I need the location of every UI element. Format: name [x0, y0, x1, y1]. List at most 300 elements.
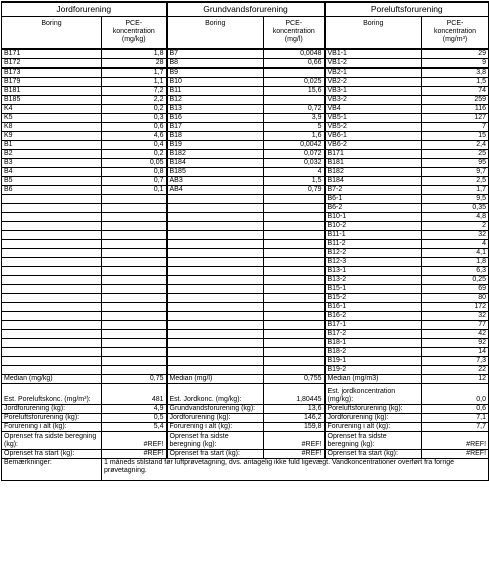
- cell-jord-value: 1,8: [102, 49, 167, 59]
- cell-jord-value: [102, 231, 167, 240]
- cell-pore-label: VB5-1: [325, 114, 422, 123]
- cell-jord-value: [102, 303, 167, 312]
- cell-grund-value: 0,79: [264, 186, 325, 195]
- cell-jord-label: [2, 249, 102, 258]
- cell-pore-value: 29: [422, 49, 489, 59]
- cell-pore-label: B182: [325, 168, 422, 177]
- data-row: [2, 303, 489, 312]
- cell-grund-label: Median (mg/l): [167, 375, 264, 384]
- cell-jord-label: [2, 321, 102, 330]
- cell-jord-value: 0,05: [102, 159, 167, 168]
- data-row: [2, 339, 489, 348]
- remarks-text: 1 måneds stilstand før luftprøvetagning, dvs. antagelig ikke fuld ligevægt. Vandkoncentrationer overført fra forrige prøvetagning.: [102, 459, 489, 481]
- cell-jord-label: B185: [2, 96, 102, 105]
- cell-jord-label: Oprenset fra sidste beregning (kg):: [2, 432, 102, 450]
- cell-grund-value: 15,6: [264, 87, 325, 96]
- cell-grund-label: [167, 330, 264, 339]
- cell-grund-label: B13: [167, 105, 264, 114]
- cell-pore-label: B13-2: [325, 276, 422, 285]
- cell-pore-value: 2,5: [422, 177, 489, 186]
- cell-pore-value: 7: [422, 123, 489, 132]
- cell-grund-value: [264, 294, 325, 303]
- data-row: [2, 213, 489, 222]
- cell-jord-label: B172: [2, 59, 102, 69]
- data-row: [2, 177, 489, 186]
- cell-pore-value: 7,3: [422, 357, 489, 366]
- cell-pore-value: 4: [422, 240, 489, 249]
- cell-grund-value: [264, 312, 325, 321]
- data-row: [2, 312, 489, 321]
- cell-jord-label: K8: [2, 123, 102, 132]
- cell-jord-label: [2, 285, 102, 294]
- cell-pore-label: B12-3: [325, 258, 422, 267]
- pollution-summary-sheet: [1, 1, 488, 481]
- cell-pore-value: 0,6: [422, 405, 489, 414]
- cell-pore-label: VB4: [325, 105, 422, 114]
- cell-pore-label: B16-1: [325, 303, 422, 312]
- cell-jord-value: #REF!: [102, 450, 167, 459]
- data-row: [2, 285, 489, 294]
- cell-jord-value: 0,7: [102, 177, 167, 186]
- cell-pore-label: B13-1: [325, 267, 422, 276]
- cell-grund-label: [167, 276, 264, 285]
- cell-pore-label: B18-2: [325, 348, 422, 357]
- cell-pore-label: B17-2: [325, 330, 422, 339]
- cell-grund-value: [264, 285, 325, 294]
- cell-pore-label: B7-2: [325, 186, 422, 195]
- cell-pore-value: 2: [422, 222, 489, 231]
- cell-grund-value: [264, 267, 325, 276]
- cell-grund-label: Grundvandsforurening (kg):: [167, 405, 264, 414]
- cell-grund-value: [264, 348, 325, 357]
- cell-jord-value: [102, 321, 167, 330]
- cell-pore-label: VB1-2: [325, 59, 422, 69]
- forurening-row-1: [2, 405, 489, 414]
- forurening-row-3: [2, 423, 489, 432]
- cell-pore-value: #REF!: [422, 450, 489, 459]
- cell-jord-value: [102, 249, 167, 258]
- cell-pore-label: VB6-1: [325, 132, 422, 141]
- cell-jord-value: [102, 285, 167, 294]
- cell-grund-label: [167, 195, 264, 204]
- cell-pore-label: VB5-2: [325, 123, 422, 132]
- data-row: [2, 321, 489, 330]
- data-row: [2, 258, 489, 267]
- cell-jord-label: K9: [2, 132, 102, 141]
- cell-pore-value: 259: [422, 96, 489, 105]
- cell-grund-value: [264, 204, 325, 213]
- data-row: [2, 168, 489, 177]
- cell-pore-value: 116: [422, 105, 489, 114]
- cell-jord-value: [102, 240, 167, 249]
- cell-pore-value: 42: [422, 330, 489, 339]
- cell-jord-value: [102, 195, 167, 204]
- cell-pore-label: B16-2: [325, 312, 422, 321]
- cell-pore-label: Median (mg/m3): [325, 375, 422, 384]
- cell-pore-value: 9: [422, 59, 489, 69]
- cell-pore-label: Oprenset fra sidste beregning (kg):: [325, 432, 422, 450]
- cell-pore-label: B11-2: [325, 240, 422, 249]
- cell-jord-label: K4: [2, 105, 102, 114]
- cell-jord-label: [2, 330, 102, 339]
- data-row: [2, 150, 489, 159]
- data-row: [2, 141, 489, 150]
- section-poreluft: Poreluftsforurening: [325, 2, 489, 17]
- cell-jord-value: [102, 294, 167, 303]
- cell-grund-value: [264, 357, 325, 366]
- cell-grund-value: [264, 276, 325, 285]
- cell-jord-value: [102, 357, 167, 366]
- cell-pore-value: 25: [422, 150, 489, 159]
- data-row: [2, 78, 489, 87]
- cell-grund-label: B10: [167, 78, 264, 87]
- col-boring-grund: Boring: [167, 17, 264, 50]
- oprenset-start-row: [2, 450, 489, 459]
- cell-pore-value: 95: [422, 159, 489, 168]
- cell-pore-value: 0,25: [422, 276, 489, 285]
- data-row: [2, 105, 489, 114]
- cell-grund-value: [264, 68, 325, 78]
- data-row: [2, 240, 489, 249]
- cell-jord-value: 7,2: [102, 87, 167, 96]
- cell-jord-value: [102, 348, 167, 357]
- cell-jord-label: [2, 213, 102, 222]
- cell-jord-label: B181: [2, 87, 102, 96]
- cell-pore-label: B10-1: [325, 213, 422, 222]
- cell-grund-value: [264, 231, 325, 240]
- cell-grund-label: Forurening i alt (kg):: [167, 423, 264, 432]
- cell-jord-label: [2, 366, 102, 375]
- cell-pore-label: B17-1: [325, 321, 422, 330]
- cell-pore-label: B181: [325, 159, 422, 168]
- cell-grund-value: 4: [264, 168, 325, 177]
- cell-jord-label: [2, 258, 102, 267]
- cell-grund-value: [264, 321, 325, 330]
- cell-jord-value: 5,4: [102, 423, 167, 432]
- cell-pore-value: 127: [422, 114, 489, 123]
- cell-grund-label: B11: [167, 87, 264, 96]
- cell-grund-label: [167, 285, 264, 294]
- cell-jord-label: B6: [2, 186, 102, 195]
- cell-grund-value: [264, 339, 325, 348]
- cell-grund-value: 13,6: [264, 405, 325, 414]
- data-row: [2, 49, 489, 59]
- cell-grund-label: AB4: [167, 186, 264, 195]
- cell-pore-value: 1,8: [422, 258, 489, 267]
- cell-jord-value: 0,5: [102, 414, 167, 423]
- section-jord: Jordforurening: [2, 2, 167, 17]
- cell-pore-value: 0,35: [422, 204, 489, 213]
- cell-pore-value: 92: [422, 339, 489, 348]
- cell-grund-value: 146,2: [264, 414, 325, 423]
- cell-jord-value: 4,6: [102, 132, 167, 141]
- data-row: [2, 123, 489, 132]
- cell-pore-label: VB2-1: [325, 68, 422, 78]
- cell-grund-value: 159,8: [264, 423, 325, 432]
- cell-pore-value: 2,4: [422, 141, 489, 150]
- cell-pore-label: Poreluftsforurening (kg):: [325, 405, 422, 414]
- cell-grund-label: [167, 231, 264, 240]
- cell-grund-label: [167, 348, 264, 357]
- cell-pore-label: B19-2: [325, 366, 422, 375]
- cell-pore-label: Jordforurening (kg):: [325, 414, 422, 423]
- cell-pore-value: 77: [422, 321, 489, 330]
- cell-jord-value: 0,75: [102, 375, 167, 384]
- cell-grund-label: [167, 366, 264, 375]
- data-row: [2, 59, 489, 69]
- data-row: [2, 204, 489, 213]
- cell-grund-value: 0,0042: [264, 141, 325, 150]
- cell-grund-label: [167, 357, 264, 366]
- cell-jord-label: Oprenset fra start (kg):: [2, 450, 102, 459]
- cell-pore-value: 172: [422, 303, 489, 312]
- cell-jord-value: 4,9: [102, 405, 167, 414]
- cell-jord-label: [2, 348, 102, 357]
- cell-grund-value: [264, 240, 325, 249]
- cell-pore-value: 6,3: [422, 267, 489, 276]
- cell-pore-label: B18-1: [325, 339, 422, 348]
- cell-grund-value: 0,0048: [264, 49, 325, 59]
- cell-jord-value: 2,2: [102, 96, 167, 105]
- cell-grund-label: [167, 321, 264, 330]
- cell-jord-value: 0,2: [102, 150, 167, 159]
- data-row: [2, 366, 489, 375]
- cell-pore-label: VB3-1: [325, 87, 422, 96]
- cell-grund-label: Oprenset fra start (kg):: [167, 450, 264, 459]
- data-row: [2, 195, 489, 204]
- cell-grund-label: Jordforurening (kg):: [167, 414, 264, 423]
- cell-jord-label: [2, 204, 102, 213]
- cell-pore-value: 69: [422, 285, 489, 294]
- cell-grund-value: #REF!: [264, 432, 325, 450]
- data-row: [2, 330, 489, 339]
- cell-grund-value: 5: [264, 123, 325, 132]
- cell-jord-label: Median (mg/kg): [2, 375, 102, 384]
- cell-pore-label: B6-2: [325, 204, 422, 213]
- cell-jord-label: B179: [2, 78, 102, 87]
- cell-grund-value: [264, 222, 325, 231]
- cell-jord-label: [2, 240, 102, 249]
- cell-jord-value: [102, 267, 167, 276]
- cell-grund-value: [264, 249, 325, 258]
- cell-jord-value: 1,7: [102, 68, 167, 78]
- cell-pore-value: 14: [422, 348, 489, 357]
- cell-pore-value: 22: [422, 366, 489, 375]
- cell-jord-value: 0,6: [102, 123, 167, 132]
- data-row: [2, 231, 489, 240]
- median-row: [2, 375, 489, 384]
- col-conc-pore: PCE- koncentration (mg/m³): [422, 17, 489, 50]
- cell-jord-label: Forurening i alt (kg):: [2, 423, 102, 432]
- cell-pore-value: 80: [422, 294, 489, 303]
- cell-grund-value: 0,072: [264, 150, 325, 159]
- cell-jord-value: 481: [102, 384, 167, 405]
- cell-grund-label: [167, 213, 264, 222]
- cell-jord-label: [2, 339, 102, 348]
- cell-pore-value: 9,5: [422, 195, 489, 204]
- cell-pore-value: 3,8: [422, 68, 489, 78]
- cell-pore-label: VB3-2: [325, 96, 422, 105]
- data-row: [2, 87, 489, 96]
- cell-pore-label: VB2-2: [325, 78, 422, 87]
- col-conc-jord: PCE- koncentration (mg/kg): [102, 17, 167, 50]
- cell-grund-label: B185: [167, 168, 264, 177]
- cell-jord-label: B171: [2, 49, 102, 59]
- cell-grund-label: [167, 222, 264, 231]
- cell-pore-label: B15-1: [325, 285, 422, 294]
- cell-grund-label: B9: [167, 68, 264, 78]
- col-conc-grund: PCE- koncentration (mg/l): [264, 17, 325, 50]
- cell-grund-label: Oprenset fra sidste beregning (kg):: [167, 432, 264, 450]
- cell-grund-value: 0,025: [264, 78, 325, 87]
- data-row: [2, 249, 489, 258]
- cell-pore-value: 0,0: [422, 384, 489, 405]
- cell-grund-label: B16: [167, 114, 264, 123]
- cell-grund-label: B18: [167, 132, 264, 141]
- cell-grund-value: [264, 195, 325, 204]
- cell-grund-label: [167, 339, 264, 348]
- cell-pore-value: 7,1: [422, 414, 489, 423]
- cell-jord-label: B4: [2, 168, 102, 177]
- cell-grund-label: [167, 258, 264, 267]
- cell-grund-label: Est. Jordkonc. (mg/kg):: [167, 384, 264, 405]
- col-boring-pore: Boring: [325, 17, 422, 50]
- cell-grund-label: [167, 303, 264, 312]
- cell-grund-label: B19: [167, 141, 264, 150]
- cell-grund-value: 0,72: [264, 105, 325, 114]
- cell-grund-label: B12: [167, 96, 264, 105]
- section-header-row: [2, 2, 489, 17]
- cell-grund-label: [167, 249, 264, 258]
- cell-jord-label: [2, 231, 102, 240]
- cell-grund-label: [167, 294, 264, 303]
- cell-pore-label: Est. jordkoncentration (mg/kg):: [325, 384, 422, 405]
- cell-pore-value: 74: [422, 87, 489, 96]
- cell-grund-label: [167, 267, 264, 276]
- cell-jord-label: [2, 222, 102, 231]
- cell-jord-value: [102, 330, 167, 339]
- cell-pore-label: B184: [325, 177, 422, 186]
- cell-jord-value: [102, 312, 167, 321]
- data-row: [2, 276, 489, 285]
- cell-pore-value: 15: [422, 132, 489, 141]
- cell-jord-label: [2, 195, 102, 204]
- cell-grund-value: [264, 330, 325, 339]
- cell-jord-label: [2, 276, 102, 285]
- cell-pore-label: B11-1: [325, 231, 422, 240]
- forurening-row-2: [2, 414, 489, 423]
- cell-pore-label: B171: [325, 150, 422, 159]
- oprenset-sidste-row: [2, 432, 489, 450]
- cell-pore-label: Oprenset fra start (kg):: [325, 450, 422, 459]
- cell-jord-value: 1,1: [102, 78, 167, 87]
- cell-pore-value: 7,7: [422, 423, 489, 432]
- cell-jord-value: 0,8: [102, 168, 167, 177]
- cell-jord-value: [102, 339, 167, 348]
- cell-grund-value: 1,6: [264, 132, 325, 141]
- cell-grund-value: [264, 213, 325, 222]
- cell-jord-label: Poreluftsforurening (kg):: [2, 414, 102, 423]
- cell-jord-value: #REF!: [102, 432, 167, 450]
- cell-pore-label: B6-1: [325, 195, 422, 204]
- cell-pore-value: 32: [422, 231, 489, 240]
- remarks-label: Bemærkninger:: [2, 459, 102, 481]
- cell-pore-value: 12: [422, 375, 489, 384]
- data-row: [2, 96, 489, 105]
- cell-jord-value: [102, 213, 167, 222]
- cell-jord-value: 0,1: [102, 186, 167, 195]
- cell-grund-value: [264, 303, 325, 312]
- cell-jord-value: [102, 258, 167, 267]
- data-row: [2, 267, 489, 276]
- data-row: [2, 68, 489, 78]
- cell-pore-label: B19-1: [325, 357, 422, 366]
- pollution-table: [1, 1, 489, 481]
- cell-jord-value: [102, 204, 167, 213]
- cell-grund-label: B182: [167, 150, 264, 159]
- cell-grund-label: B17: [167, 123, 264, 132]
- cell-jord-label: [2, 357, 102, 366]
- remarks-row: [2, 459, 489, 481]
- cell-pore-label: VB1-1: [325, 49, 422, 59]
- estimate-row: [2, 384, 489, 405]
- cell-pore-value: #REF!: [422, 432, 489, 450]
- col-boring-jord: Boring: [2, 17, 102, 50]
- cell-jord-label: [2, 312, 102, 321]
- cell-grund-value: #REF!: [264, 450, 325, 459]
- cell-jord-label: [2, 294, 102, 303]
- cell-grund-value: 0,66: [264, 59, 325, 69]
- data-row: [2, 357, 489, 366]
- cell-grund-value: 1,5: [264, 177, 325, 186]
- cell-jord-label: [2, 303, 102, 312]
- cell-grund-label: [167, 204, 264, 213]
- cell-jord-label: [2, 267, 102, 276]
- cell-pore-label: B10-2: [325, 222, 422, 231]
- cell-pore-label: VB6-2: [325, 141, 422, 150]
- cell-grund-label: B7: [167, 49, 264, 59]
- cell-jord-value: [102, 276, 167, 285]
- cell-grund-label: B8: [167, 59, 264, 69]
- cell-jord-value: 0,3: [102, 114, 167, 123]
- cell-jord-label: B173: [2, 68, 102, 78]
- data-row: [2, 348, 489, 357]
- cell-jord-label: Jordforurening (kg):: [2, 405, 102, 414]
- cell-pore-value: 1,5: [422, 78, 489, 87]
- cell-jord-label: K5: [2, 114, 102, 123]
- cell-jord-label: Est. Poreluftskonc. (mg/m³):: [2, 384, 102, 405]
- section-grundvand: Grundvandsforurening: [167, 2, 325, 17]
- cell-jord-value: 0,4: [102, 141, 167, 150]
- cell-pore-label: B12-2: [325, 249, 422, 258]
- data-row: [2, 186, 489, 195]
- cell-jord-value: 28: [102, 59, 167, 69]
- cell-grund-value: 1,80445: [264, 384, 325, 405]
- cell-jord-value: [102, 366, 167, 375]
- cell-grund-label: [167, 240, 264, 249]
- cell-jord-label: B2: [2, 150, 102, 159]
- cell-jord-label: B1: [2, 141, 102, 150]
- cell-jord-label: B5: [2, 177, 102, 186]
- cell-pore-value: 32: [422, 312, 489, 321]
- cell-grund-value: 0,032: [264, 159, 325, 168]
- cell-pore-value: 1,7: [422, 186, 489, 195]
- cell-grund-value: 0,755: [264, 375, 325, 384]
- data-row: [2, 159, 489, 168]
- cell-grund-label: B184: [167, 159, 264, 168]
- data-row: [2, 114, 489, 123]
- cell-pore-label: Forurening i alt (kg):: [325, 423, 422, 432]
